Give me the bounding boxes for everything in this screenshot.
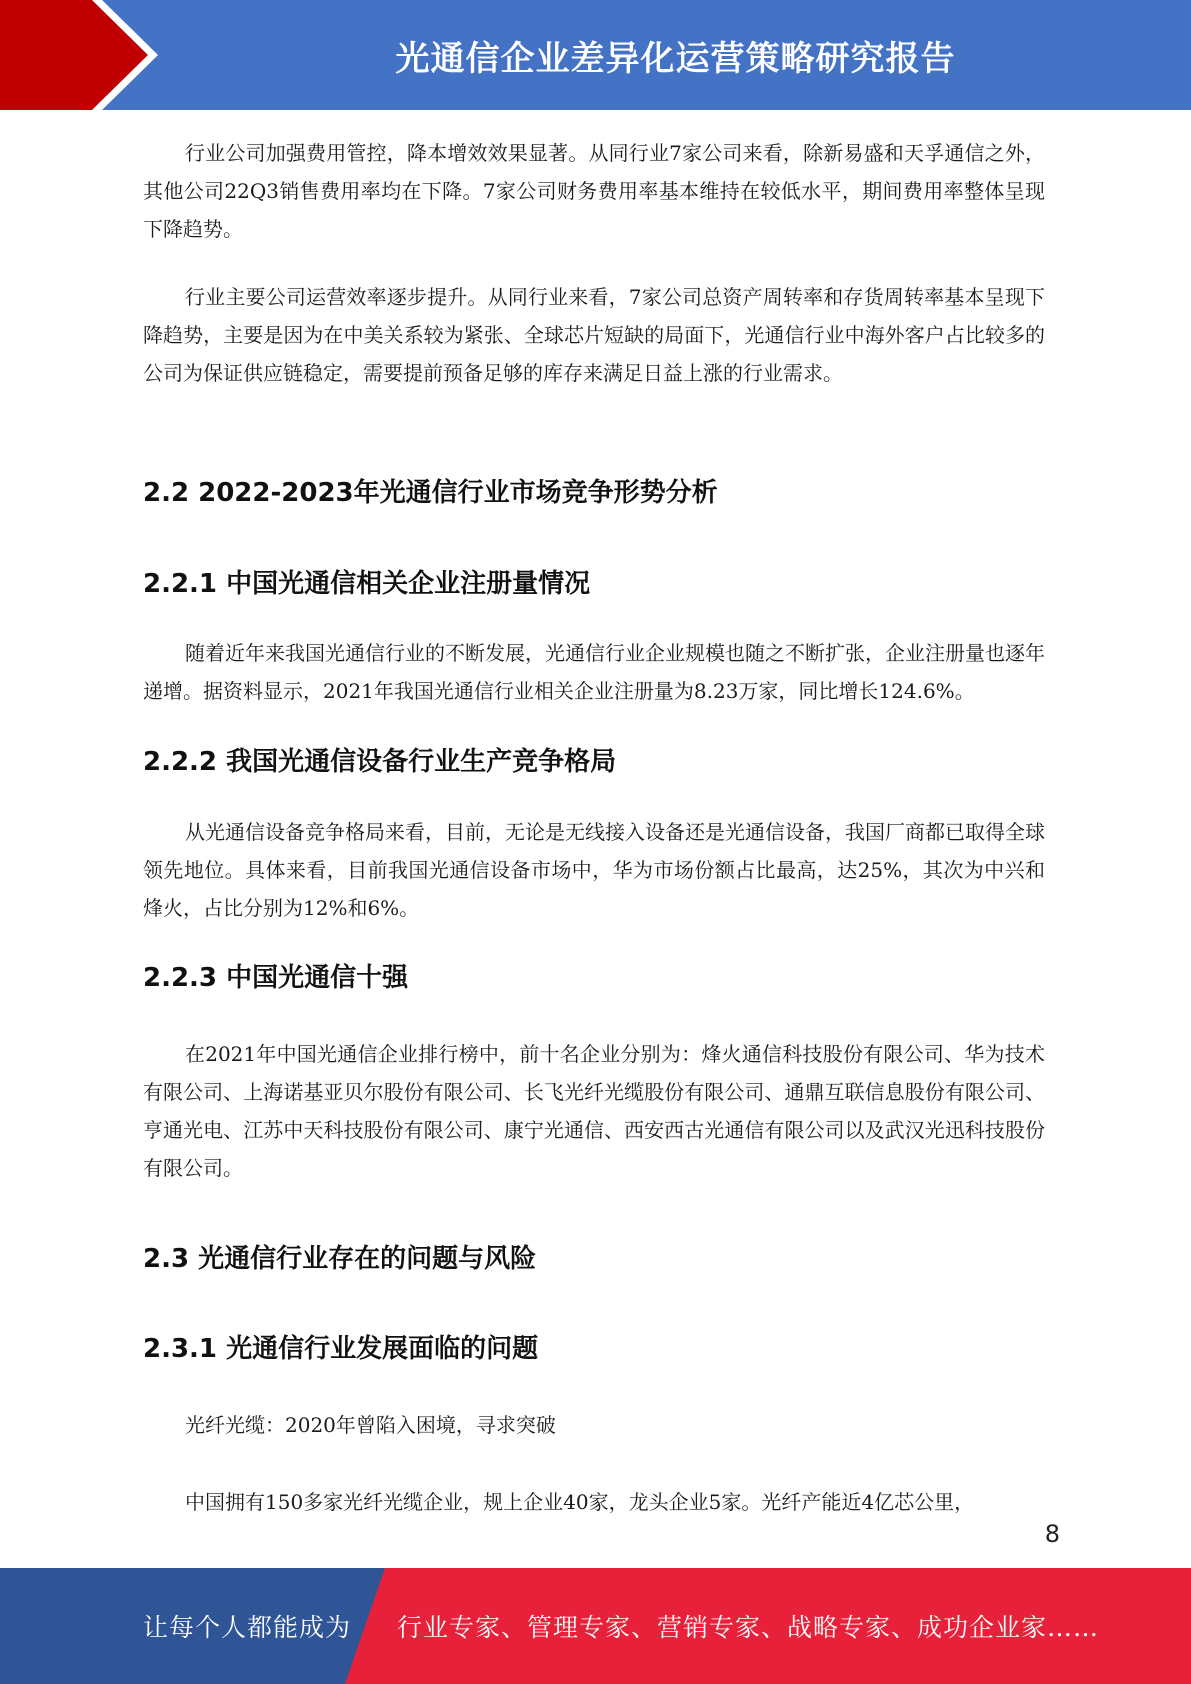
paragraph-fiber-cable: 光纤光缆：2020年曾陷入困境，寻求突破 (185, 1413, 556, 1437)
section-heading-2-2-1: 2.2.1 中国光通信相关企业注册量情况 (143, 569, 591, 599)
footer-slogan-right: 行业专家、管理专家、营销专家、战略专家、成功企业家…… (397, 1613, 1100, 1642)
header-red-chevron (0, 0, 148, 110)
header-arrow-decoration (0, 0, 160, 110)
page-number: 8 (1044, 1520, 1060, 1548)
footer-slogan-left: 让每个人都能成为 (143, 1613, 352, 1642)
paragraph-top-ten: 在2021年中国光通信企业排行榜中，前十名企业分别为：烽火通信科技股份有限公司、华为技术有限公司、上海诺基亚贝尔股份有限公司、长飞光纤光缆股份有限公司、通鼎互联信息股份有限公司、亨通光电、江苏中天科技股份有限公司、康宁光通信、西安西古光通信有限公司以及武汉光迅科技股份有限公司。 (143, 1042, 1045, 1180)
section-heading-2-2: 2.2 2022-2023年光通信行业市场竞争形势分析 (143, 478, 718, 508)
paragraph-expense-control: 行业公司加强费用管控，降本增效效果显著。从同行业7家公司来看，除新易盛和天孚通信之外，其他公司22Q3销售费用率均在下降。7家公司财务费用率基本维持在较低水平，期间费用率整体呈现下降趋势。 (143, 141, 1045, 241)
section-heading-2-2-3: 2.2.3 中国光通信十强 (143, 963, 409, 993)
section-heading-2-3-1: 2.3.1 光通信行业发展面临的问题 (143, 1334, 539, 1364)
section-heading-2-3: 2.3 光通信行业存在的问题与风险 (143, 1244, 537, 1274)
paragraph-equipment-landscape: 从光通信设备竞争格局来看，目前，无论是无线接入设备还是光通信设备，我国厂商都已取得全球领先地位。具体来看，目前我国光通信设备市场中，华为市场份额占比最高，达25%，其次为中兴和烽火，占比分别为12%和6%。 (143, 820, 1045, 920)
header-title: 光通信企业差异化运营策略研究报告 (395, 38, 956, 79)
paragraph-fiber-capacity: 中国拥有150多家光纤光缆企业，规上企业40家，龙头企业5家。光纤产能近4亿芯公里， (185, 1490, 975, 1514)
page-footer (0, 1568, 1191, 1684)
section-heading-2-2-2: 2.2.2 我国光通信设备行业生产竞争格局 (143, 747, 617, 777)
page-header (0, 0, 1191, 110)
paragraph-registrations: 随着近年来我国光通信行业的不断发展，光通信行业企业规模也随之不断扩张，企业注册量也逐年递增。据资料显示，2021年我国光通信行业相关企业注册量为8.23万家，同比增长124.6%。 (143, 641, 1045, 703)
paragraph-operating-efficiency: 行业主要公司运营效率逐步提升。从同行业来看，7家公司总资产周转率和存货周转率基本呈现下降趋势，主要是因为在中美关系较为紧张、全球芯片短缺的局面下，光通信行业中海外客户占比较多的公司为保证供应链稳定，需要提前预备足够的库存来满足日益上涨的行业需求。 (143, 285, 1045, 385)
